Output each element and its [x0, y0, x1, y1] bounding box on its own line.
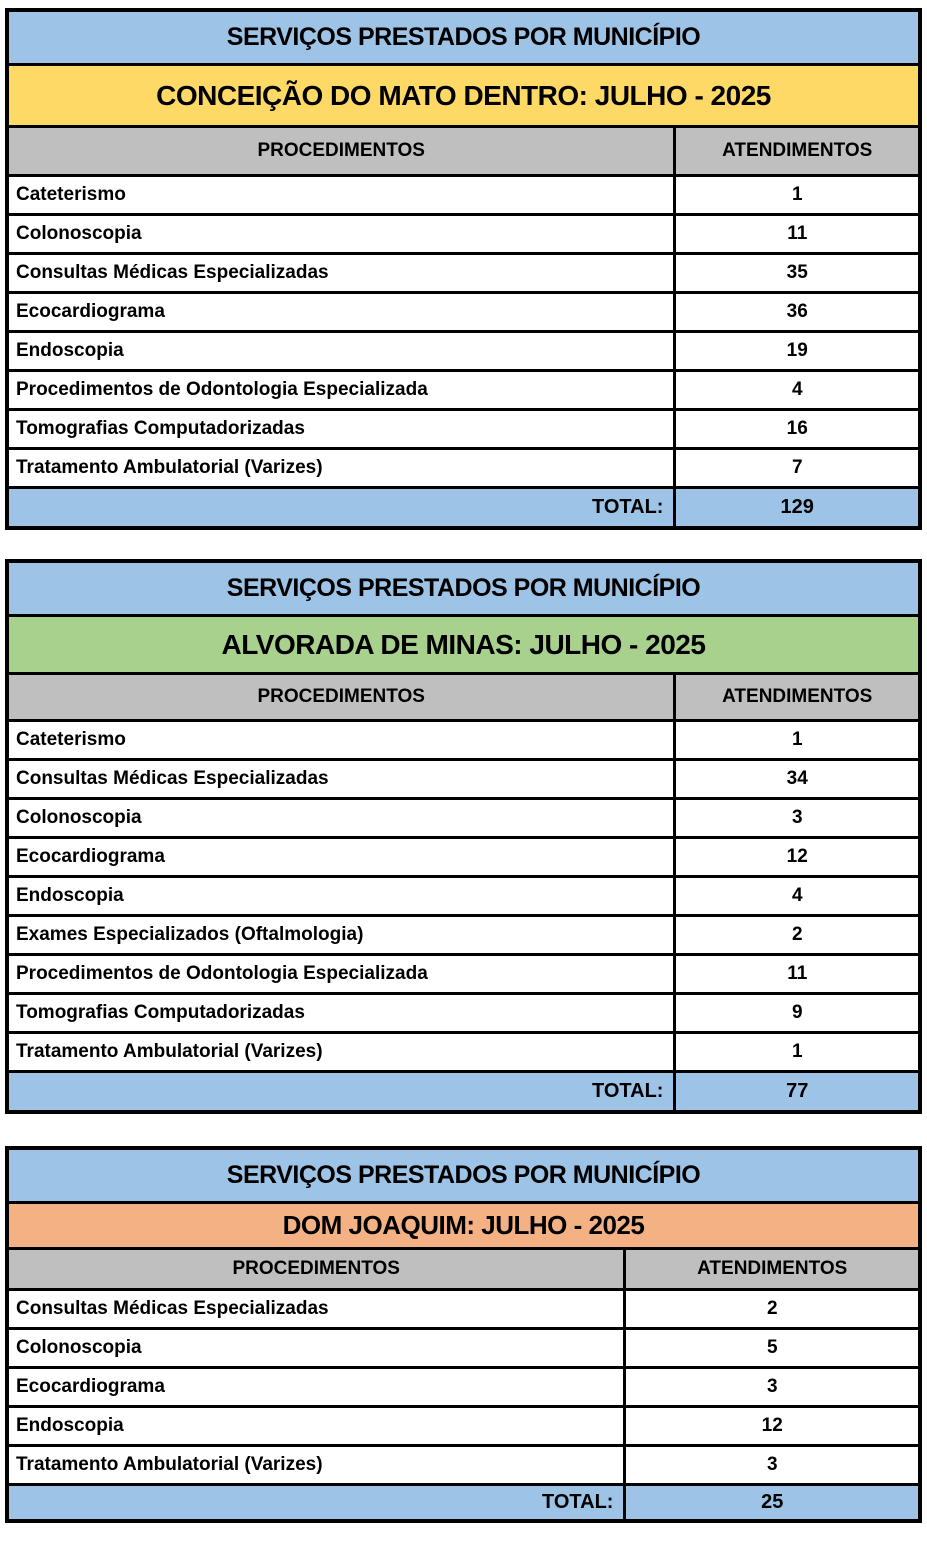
procedure-cell: Cateterismo: [16, 184, 126, 205]
attendance-count-cell: 5: [623, 1330, 918, 1366]
table-body: [9, 719, 918, 1070]
procedure-cell: Tomografias Computadorizadas: [16, 418, 305, 439]
table-row: [9, 1327, 918, 1366]
attendance-count-cell: 36: [673, 294, 918, 330]
procedure-cell: Endoscopia: [16, 885, 124, 906]
attendance-count-cell: 19: [673, 333, 918, 369]
municipality-title: CONCEIÇÃO DO MATO DENTRO: JULHO - 2025: [9, 66, 918, 128]
procedure-cell: Procedimentos de Odontologia Especializada: [16, 963, 428, 984]
attendance-count-cell: 3: [673, 800, 918, 836]
procedure-cell: Ecocardiograma: [16, 846, 165, 867]
procedure-cell: Colonoscopia: [16, 807, 142, 828]
table-row: [9, 875, 918, 914]
attendance-count-cell: 12: [673, 839, 918, 875]
table-main-title: SERVIÇOS PRESTADOS POR MUNICÍPIO: [9, 12, 918, 66]
municipality-title: DOM JOAQUIM: JULHO - 2025: [9, 1204, 918, 1250]
procedure-cell: Endoscopia: [16, 340, 124, 361]
procedure-cell: Consultas Médicas Especializadas: [16, 262, 329, 283]
table-row: [9, 408, 918, 447]
table-row: [9, 953, 918, 992]
total-row: [9, 1070, 918, 1110]
column-header-procedimentos: PROCEDIMENTOS: [257, 140, 425, 161]
table-alvorada-de-minas: [5, 559, 922, 1114]
table-main-title: SERVIÇOS PRESTADOS POR MUNICÍPIO: [9, 1150, 918, 1204]
procedure-cell: Exames Especializados (Oftalmologia): [16, 924, 364, 945]
column-header-procedimentos: PROCEDIMENTOS: [232, 1258, 400, 1279]
table-row: [9, 330, 918, 369]
procedure-cell: Tratamento Ambulatorial (Varizes): [16, 1041, 323, 1062]
total-row: [9, 486, 918, 526]
attendance-count-cell: 1: [673, 1034, 918, 1070]
table-body: [9, 1288, 918, 1483]
table-row: [9, 1031, 918, 1070]
table-row: [9, 758, 918, 797]
attendance-count-cell: 3: [623, 1447, 918, 1483]
attendance-count-cell: 9: [673, 995, 918, 1031]
table-row: [9, 797, 918, 836]
attendance-count-cell: 1: [673, 177, 918, 213]
table-main-title: SERVIÇOS PRESTADOS POR MUNICÍPIO: [9, 563, 918, 617]
table-conceicao-do-mato-dentro: [5, 8, 922, 530]
table-row: [9, 992, 918, 1031]
column-header-procedimentos: PROCEDIMENTOS: [257, 686, 425, 707]
table-dom-joaquim: [5, 1146, 922, 1523]
total-value: 129: [673, 489, 918, 526]
attendance-count-cell: 4: [673, 372, 918, 408]
table-row: [9, 1444, 918, 1483]
procedure-cell: Procedimentos de Odontologia Especializada: [16, 379, 428, 400]
procedure-cell: Consultas Médicas Especializadas: [16, 1298, 329, 1319]
attendance-count-cell: 4: [673, 878, 918, 914]
column-header-atendimentos: ATENDIMENTOS: [673, 128, 918, 174]
table-row: [9, 1288, 918, 1327]
column-header-row: [9, 1250, 918, 1288]
table-row: [9, 447, 918, 486]
procedure-cell: Tomografias Computadorizadas: [16, 1002, 305, 1023]
procedure-cell: Cateterismo: [16, 729, 126, 750]
table-row: [9, 719, 918, 758]
attendance-count-cell: 11: [673, 956, 918, 992]
procedure-cell: Tratamento Ambulatorial (Varizes): [16, 1454, 323, 1475]
attendance-count-cell: 2: [673, 917, 918, 953]
table-row: [9, 1366, 918, 1405]
procedure-cell: Ecocardiograma: [16, 1376, 165, 1397]
procedure-cell: Consultas Médicas Especializadas: [16, 768, 329, 789]
attendance-count-cell: 1: [673, 722, 918, 758]
attendance-count-cell: 3: [623, 1369, 918, 1405]
attendance-count-cell: 12: [623, 1408, 918, 1444]
attendance-count-cell: 16: [673, 411, 918, 447]
attendance-count-cell: 7: [673, 450, 918, 486]
table-row: [9, 914, 918, 953]
procedure-cell: Endoscopia: [16, 1415, 124, 1436]
table-body: [9, 174, 918, 486]
column-header-row: [9, 128, 918, 174]
table-row: [9, 836, 918, 875]
table-row: [9, 174, 918, 213]
total-label: TOTAL:: [542, 1491, 614, 1513]
attendance-count-cell: 34: [673, 761, 918, 797]
column-header-atendimentos: ATENDIMENTOS: [623, 1250, 918, 1288]
column-header-row: [9, 675, 918, 719]
table-row: [9, 291, 918, 330]
table-row: [9, 369, 918, 408]
total-value: 25: [623, 1486, 918, 1519]
table-row: [9, 213, 918, 252]
procedure-cell: Colonoscopia: [16, 1337, 142, 1358]
procedure-cell: Tratamento Ambulatorial (Varizes): [16, 457, 323, 478]
column-header-atendimentos: ATENDIMENTOS: [673, 675, 918, 719]
attendance-count-cell: 35: [673, 255, 918, 291]
attendance-count-cell: 11: [673, 216, 918, 252]
total-row: [9, 1483, 918, 1519]
municipality-title: ALVORADA DE MINAS: JULHO - 2025: [9, 617, 918, 675]
attendance-count-cell: 2: [623, 1291, 918, 1327]
procedure-cell: Colonoscopia: [16, 223, 142, 244]
table-row: [9, 252, 918, 291]
procedure-cell: Ecocardiograma: [16, 301, 165, 322]
total-value: 77: [673, 1073, 918, 1110]
table-row: [9, 1405, 918, 1444]
total-label: TOTAL:: [592, 1080, 664, 1102]
total-label: TOTAL:: [592, 496, 664, 518]
